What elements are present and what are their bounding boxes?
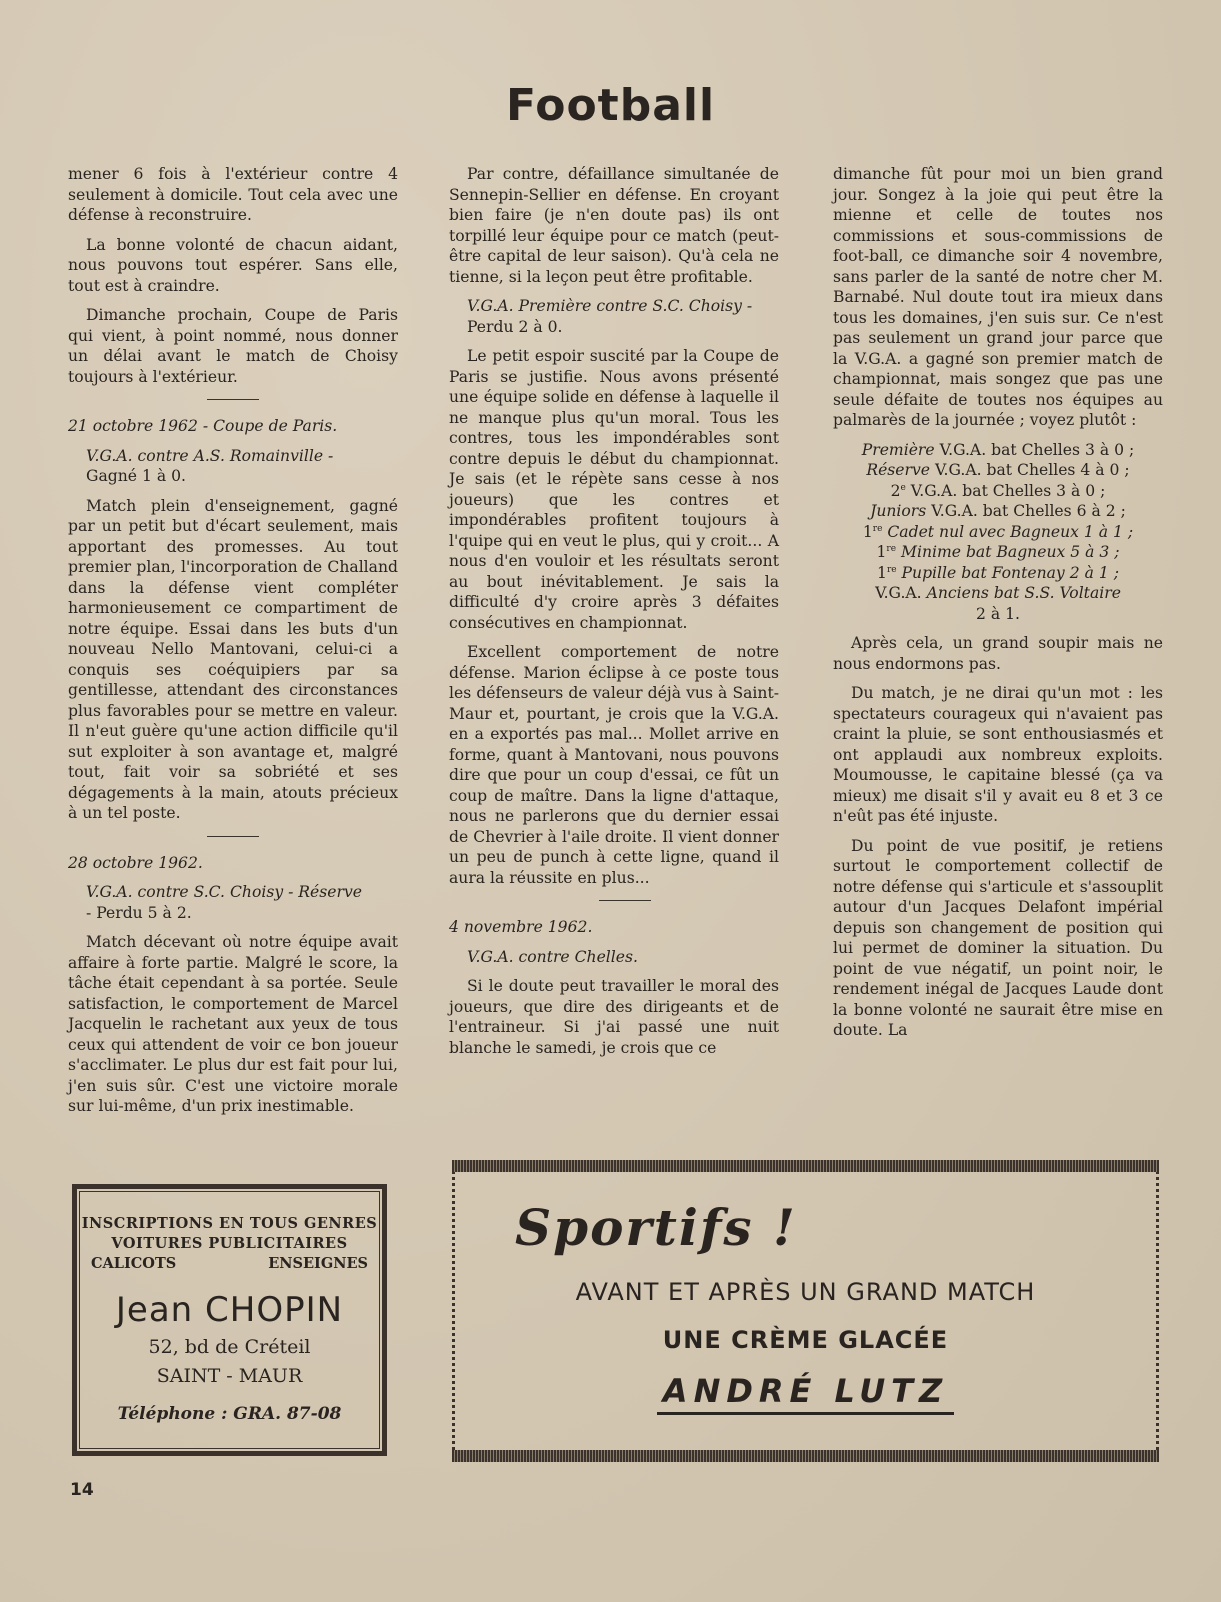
paragraph: Après cela, un grand soupir mais ne nous endormons pas.	[833, 634, 1163, 673]
ad-address: 52, bd de Créteil	[148, 1336, 311, 1358]
match-date: 21 octobre 1962 - Coupe de Paris.	[68, 417, 338, 435]
ad-line: VOITURES PUBLICITAIRES	[111, 1235, 348, 1252]
result-line: Juniors V.G.A. bat Chelles 6 à 2 ;	[870, 502, 1126, 520]
paragraph: mener 6 fois à l'extérieur contre 4 seulement à domicile. Tout cela avec une défense à reconstruire.	[68, 165, 398, 224]
ad-line: UNE CRÈME GLACÉE	[662, 1326, 949, 1354]
paragraph: Si le doute peut travailler le moral des joueurs, que dire des dirigeants et de l'entraineur. Si j'ai passé une nuit blanche le samedi, je crois que ce	[449, 977, 779, 1057]
match-result: Gagné 1 à 0.	[86, 467, 186, 485]
page-number: 14	[70, 1480, 94, 1500]
match-date: 4 novembre 1962.	[449, 918, 593, 936]
paragraph: Excellent comportement de notre défense. Marion éclipse à ce poste tous les défenseurs de valeur déjà vus à Saint-Maur et, pourtant, je crois que la V.G.A. en a exportés pas mal... Mollet arrive en forme, quant à Mantovani, nous pouvons dire que pour un coup d'essai, ce fût un coup de maître. Dans la ligne d'attaque, nous ne parlerons que du dernier essai de Chevrier à l'aile droite. Il vient donner un peu de punch à cette ligne, quand il aura la réussite en plus...	[449, 643, 779, 887]
ad-line: AVANT ET APRÈS UN GRAND MATCH	[575, 1278, 1036, 1306]
article-column-1	[68, 164, 398, 1126]
advertisement-lutz	[452, 1160, 1159, 1462]
result-line: V.G.A. Anciens bat S.S. Voltaire	[875, 584, 1121, 602]
advertisement-chopin	[72, 1184, 387, 1456]
ad-brand: ANDRÉ LUTZ	[455, 1372, 1156, 1410]
page-title: Football	[505, 80, 716, 131]
paragraph: Du match, je ne dirai qu'un mot : les spectateurs courageux qui n'avaient pas craint la pluie, se sont enthousiasmés et ont applaudi aux nombreux exploits. Moumousse, le capitaine blessé (ça va mieux) me disait s'il y avait eu 8 et 3 ce n'eût pas été injuste.	[833, 684, 1163, 825]
decorative-border	[452, 1160, 1159, 1172]
match-heading: V.G.A. contre Chelles.	[467, 947, 638, 966]
result-line: 1re Pupille bat Fontenay 2 à 1 ;	[877, 563, 1119, 582]
section-divider	[599, 900, 651, 901]
match-heading: V.G.A. contre A.S. Romainville -	[86, 446, 334, 465]
section-divider	[207, 836, 259, 837]
ad-line-split: CALICOTS ENSEIGNES	[91, 1255, 368, 1272]
paragraph: Du point de vue positif, je retiens surtout le comportement collectif de notre défense qui s'articule et s'assouplit autour d'un Jacques Delafont impérial depuis son changement de position qui lui permet de dominer la situation. Du point de vue négatif, un point noir, le rendement inégal de Jacques Laude dont la bonne volonté ne saurait être mise en doute. La	[833, 836, 1163, 1039]
section-divider	[207, 399, 259, 400]
ad-company-name: Jean CHOPIN	[115, 1290, 344, 1330]
ad-line: INSCRIPTIONS EN TOUS GENRES	[81, 1215, 378, 1232]
result-line: 1re Minime bat Bagneux 5 à 3 ;	[876, 543, 1120, 561]
result-line: 2e V.G.A. bat Chelles 3 à 0 ;	[890, 481, 1106, 500]
ad-headline: Sportifs !	[515, 1198, 797, 1257]
paragraph: Dimanche prochain, Coupe de Paris qui vient, à point nommé, nous donner un délai avant le match de Choisy toujours à l'extérieur.	[68, 306, 398, 386]
result-line: 1re Cadet nul avec Bagneux 1 à 1 ;	[862, 522, 1134, 541]
result-line: Réserve V.G.A. bat Chelles 4 à 0 ;	[866, 461, 1130, 479]
paragraph: Match décevant où notre équipe avait affaire à forte partie. Malgré le score, la tâche était cependant à sa portée. Seule satisfaction, le comportement de Marcel Jacquelin le rachetant aux yeux de tous ceux qui attendent de voir ce bon joueur s'acclimater. Le plus dur est fait pour lui, j'en suis sûr. C'est une victoire morale sur lui-même, d'un prix inestimable.	[68, 933, 398, 1115]
match-heading: V.G.A. Première contre S.C. Choisy -	[467, 297, 753, 315]
match-date: 28 octobre 1962.	[68, 853, 203, 872]
match-result: - Perdu 5 à 2.	[86, 903, 192, 922]
result-line: 2 à 1.	[975, 604, 1020, 623]
article-column-3	[833, 164, 1163, 1050]
paragraph: Le petit espoir suscité par la Coupe de Paris se justifie. Nous avons présenté une équipe solide en défense à laquelle il ne manque plus qu'un moral. Tous les contres, tous les impondérables sont contre depuis le début du championnat. Je sais (et le répète sans cesse à nos joueurs) que les contres et impondérables profitent toujours à l'quipe qui en veut le plus, qui y croit... A nous d'en vouloir et les résultats seront au bout inévitablement. Je sais la difficulté d'y croire après 3 défaites consécutives en championnat.	[449, 347, 779, 632]
ad-city: SAINT - MAUR	[156, 1365, 303, 1387]
match-result: Perdu 2 à 0.	[467, 317, 563, 336]
result-line: Première V.G.A. bat Chelles 3 à 0 ;	[861, 440, 1135, 459]
match-heading: V.G.A. contre S.C. Choisy - Réserve	[86, 883, 363, 901]
results-list	[833, 440, 1163, 625]
ad-phone: Téléphone : GRA. 87-08	[117, 1404, 342, 1424]
decorative-border	[452, 1450, 1159, 1462]
paragraph: Par contre, défaillance simultanée de Sennepin-Sellier en défense. En croyant bien faire (je n'en doute pas) ils ont torpillé leur équipe pour ce match (peut-être capital de leur saison). Qu'à cela ne tienne, si la leçon peut être profitable.	[449, 165, 779, 286]
paragraph: La bonne volonté de chacun aidant, nous pouvons tout espérer. Sans elle, tout est à craindre.	[68, 235, 398, 295]
article-column-2	[449, 164, 779, 1067]
paragraph: dimanche fût pour moi un bien grand jour. Songez à la joie qui peut être la mienne et celle de toutes nos commissions et sous-commissions de foot-ball, ce dimanche soir 4 novembre, sans parler de la santé de notre cher M. Barnabé. Nul doute tout ira mieux dans tous les domaines, j'en suis sur. Ce n'est pas seulement un grand jour parce que la V.G.A. a gagné son premier match de championnat, mais songez que pas une seule défaite de toutes nos équipes au palmarès de la journée ; voyez plutôt :	[833, 165, 1163, 429]
paragraph: Match plein d'enseignement, gagné par un petit but d'écart seulement, mais apportant des promesses. Au tout premier plan, l'incorporation de Challand dans la défense vient compléter harmonieusement ce compartiment de notre équipe. Essai dans les buts d'un nouveau Nello Mantovani, celui-ci a conquis ses coéquipiers par sa gentillesse, attendant des circonstances plus favorables pour se mettre en valeur. Il n'eut guère qu'une action difficile qu'il sut exploiter à son avantage et, malgré tout, fait voir sa sobriété et ses dégagements à la main, atouts précieux à un tel poste.	[68, 496, 398, 822]
